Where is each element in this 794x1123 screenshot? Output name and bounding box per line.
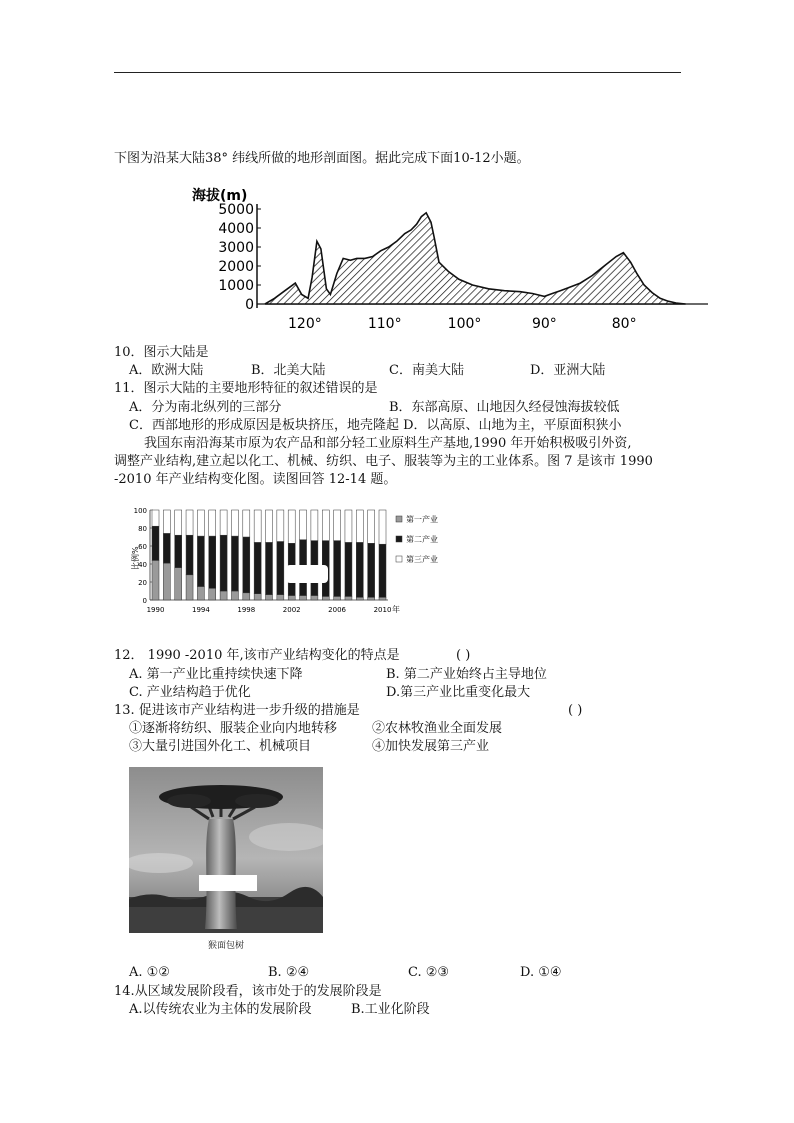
legend-swatch [396,516,402,522]
q13-statement-4: ④加快发展第三产业 [372,739,490,754]
q10-option-a: A．欧洲大陆 [129,363,204,378]
q11-stem: 11．图示大陆的主要地形特征的叙述错误的是 [114,381,378,396]
bar-segment [368,543,375,597]
bar-segment [266,542,273,594]
bar-segment [186,575,193,600]
q10-option-b: B．北美大陆 [251,363,326,378]
profile-ylabel: 海拔(m) [192,188,248,204]
bar-segment [277,595,284,600]
profile-ytick-label: 4000 [218,221,254,237]
bar-segment [345,596,352,600]
bar-segment [220,535,227,591]
bar-ytick-label: 0 [142,597,147,605]
bar-segment [334,541,341,597]
bar-segment [197,510,204,536]
bar-ytick-label: 40 [138,561,147,569]
bar-ytick-label: 100 [133,507,147,515]
q12-option-c: C. 产业结构趋于优化 [129,685,251,700]
q12-option-d: D.第三产业比重变化最大 [386,685,531,700]
bar-segment [163,533,170,563]
q14-option-a: A.以传统农业为主体的发展阶段 [129,1002,312,1017]
q13-option-a: A. ①② [129,965,170,980]
q13-option-d: D. ①④ [520,965,562,980]
bar-segment [266,595,273,600]
bar-segment [163,563,170,600]
q13-option-b: B. ②④ [268,965,310,980]
bar-segment [300,510,307,540]
bar-segment [231,591,238,600]
q13-stem: 13. 促进该市产业结构进一步升级的措施是 [114,703,360,718]
q11-option-cd: C．西部地形的形成原因是板块挤压，地壳隆起 D．以高原、山地为主，平原面积狭小 [129,418,622,433]
q10-option-d: D．亚洲大陆 [530,363,606,378]
bar-segment [175,510,182,535]
baobab-photo [129,767,323,955]
bar-segment [356,542,363,597]
bar-segment [197,536,204,586]
bar-segment [220,591,227,600]
bar-segment [311,596,318,601]
bar-segment [186,510,193,535]
passage-line-3: -2010 年产业结构变化图。读图回答 12-14 题。 [114,472,397,487]
bar-segment [186,535,193,575]
bar-xtick-label: 1994 [191,606,210,614]
q12-option-a: A. 第一产业比重持续快速下降 [129,667,303,682]
photo-mask [199,875,257,891]
bar-segment [152,510,159,526]
legend-swatch [396,556,402,562]
bar-segment [334,596,341,600]
bar-segment [209,588,216,600]
bar-segment [209,510,216,536]
q13-answer-paren: ( ) [568,703,583,718]
bar-segment [220,510,227,535]
q10-stem: 10．图示大陆是 [114,345,209,360]
legend-label: 第三产业 [406,555,438,564]
bar-xtick-label: 2010 [373,606,392,614]
q14-stem: 14.从区域发展阶段看，该市处于的发展阶段是 [114,984,382,999]
bar-segment [231,510,238,536]
profile-xtick-label: 90° [531,316,557,330]
legend-swatch [396,536,402,542]
profile-xtick-label: 100° [447,316,482,330]
bar-segment [288,596,295,601]
industry-structure-chart [128,504,472,616]
bar-xtick-label: 2002 [282,606,301,614]
bar-segment [322,596,329,600]
bar-x-unit: 年 [392,605,400,614]
bar-segment [209,536,216,588]
legend-label: 第二产业 [406,535,438,544]
profile-ytick-label: 5000 [218,202,254,218]
bar-segment [379,597,386,600]
q14-option-b: B.工业化阶段 [351,1002,430,1017]
bar-segment [243,593,250,600]
q13-statement-3: ③大量引进国外化工、机械项目 [129,739,312,754]
q13-statement-1: ①逐渐将纺织、服装企业向内地转移 [129,721,338,736]
bar-segment [175,535,182,567]
bar-chart-mask [286,565,328,583]
bar-segment [356,597,363,600]
profile-ytick-label: 2000 [218,259,254,275]
passage-line-1: 我国东南沿海某市原为农产品和部分轻工业原料生产基地,1990 年开始积极吸引外资, [144,436,632,451]
bar-xtick-label: 1990 [146,606,165,614]
passage-line-2: 调整产业结构,建立起以化工、机械、纺织、电子、服装等为主的工业体系。图 7 是该市 1990 [114,454,653,469]
profile-xtick-label: 120° [288,316,322,330]
bar-segment [163,510,170,533]
legend-label: 第一产业 [406,515,438,524]
bar-ytick-label: 80 [138,525,147,533]
q11-option-b: B．东部高原、山地因久经侵蚀海拔较低 [389,400,620,415]
profile-terrain-area [265,213,686,304]
bar-segment [254,594,261,600]
q12-answer-paren: ( ) [456,648,471,663]
bar-segment [311,510,318,541]
bar-xtick-label: 1998 [237,606,256,614]
bar-xtick-label: 2006 [328,606,347,614]
bar-segment [345,542,352,596]
bar-segment [334,510,341,541]
header-rule [114,72,681,73]
profile-ytick-label: 0 [245,297,254,313]
bar-segment [379,544,386,597]
bar-segment [266,510,273,542]
bar-segment [152,526,159,560]
profile-ytick-label: 3000 [218,240,254,256]
q13-statement-2: ②农林牧渔业全面发展 [372,721,503,736]
bar-segment [356,510,363,542]
bar-segment [243,537,250,593]
q11-option-a: A．分为南北纵列的三部分 [129,400,282,415]
bar-segment [345,510,352,542]
bar-segment [152,560,159,600]
profile-xtick-label: 80° [611,316,637,330]
bar-segment [254,542,261,593]
bar-segment [277,542,284,595]
q10-option-c: C．南美大陆 [389,363,464,378]
bar-segment [197,587,204,601]
q13-option-c: C. ②③ [408,965,450,980]
profile-xtick-label: 110° [367,316,402,330]
bar-segment [231,536,238,591]
bar-segment [368,510,375,543]
photo-caption: 猴面包树 [207,941,245,951]
bar-segment [254,510,261,542]
bar-segment [288,510,295,543]
bar-segment [300,596,307,601]
bar-segment [277,510,284,542]
terrain-profile-chart [186,182,711,330]
bar-segment [175,568,182,600]
bar-segment [243,510,250,537]
q12-option-b: B. 第二产业始终占主导地位 [386,667,547,682]
profile-ytick-label: 1000 [218,278,254,294]
bar-segment [322,510,329,541]
q12-stem: 12． 1990 -2010 年,该市产业结构变化的特点是 [114,648,400,663]
bar-segment [368,597,375,600]
bar-ylabel: 比例% [131,546,140,570]
bar-ytick-label: 60 [138,543,147,551]
intro-line: 下图为沿某大陆38° 纬线所做的地形剖面图。据此完成下面10-12小题。 [114,151,530,166]
bar-segment [379,510,386,544]
bar-ytick-label: 20 [138,579,147,587]
